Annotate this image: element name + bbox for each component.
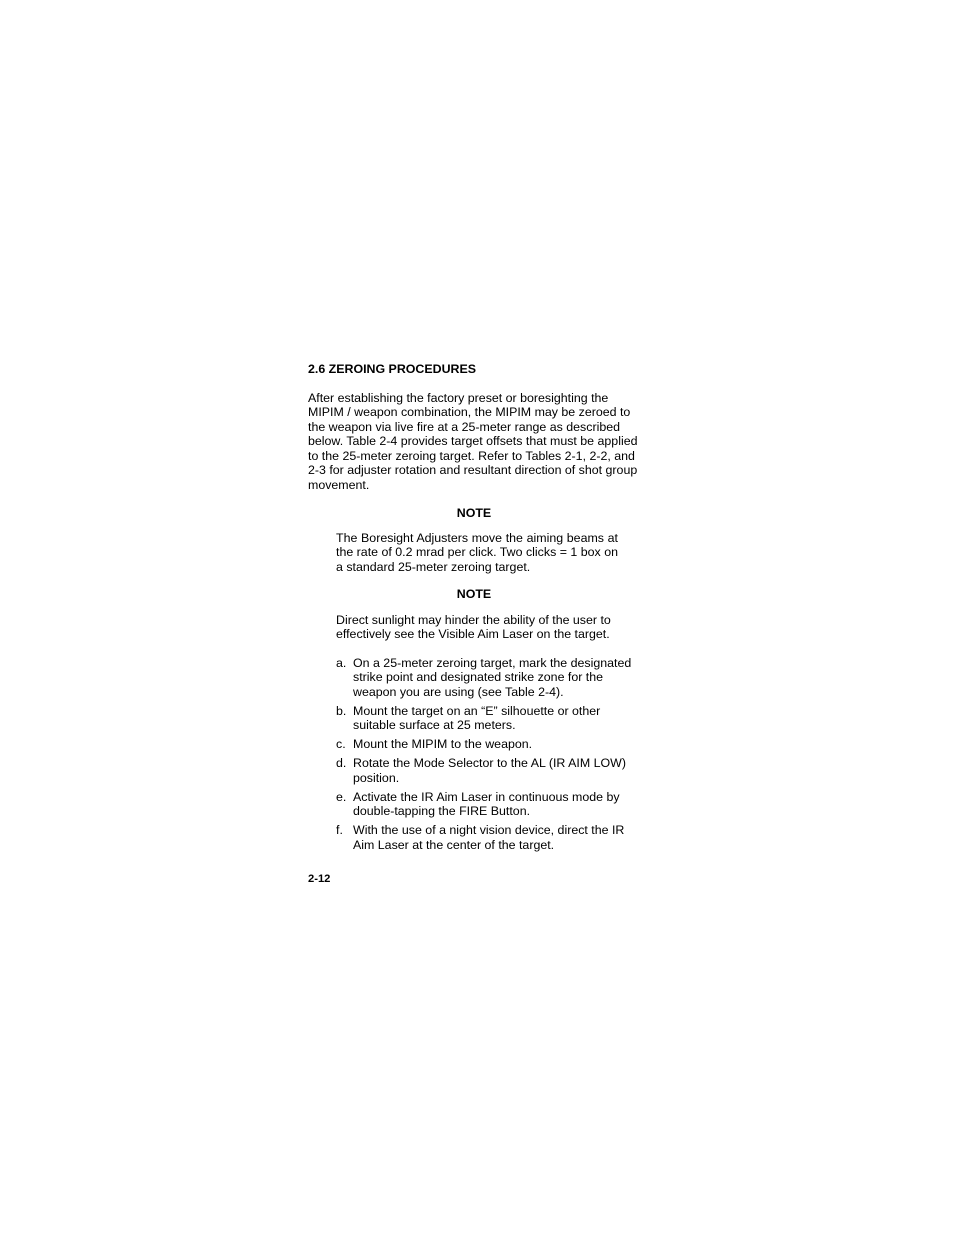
section-heading: 2.6 ZEROING PROCEDURES: [308, 362, 476, 376]
list-item: [336, 737, 640, 752]
list-item: [336, 756, 640, 785]
list-item: [336, 704, 640, 733]
step-text: With the use of a night vision device, direct the IR Aim Laser at the center of the target.: [353, 823, 625, 852]
step-text: Mount the target on an “E” silhouette or other suitable surface at 25 meters.: [353, 703, 601, 732]
step-letter: d.: [336, 756, 347, 770]
intro-paragraph: After establishing the factory preset or boresighting the MIPIM / weapon combination, the MIPIM may be zeroed to the weapon via live fire at a 25-meter range as described below. Table 2-4 provides target offsets that must be applied to the 25-meter zeroing target. Refer to Tables 2-1, 2-2, and 2-3 for adjuster rotation and resultant direction of shot group movement.: [308, 390, 638, 492]
step-letter: a.: [336, 655, 347, 670]
step-letter: b.: [336, 703, 347, 718]
document-body: [308, 362, 640, 857]
step-letter: c.: [336, 737, 346, 751]
step-letter: f.: [336, 823, 343, 837]
step-text: On a 25-meter zeroing target, mark the designated strike point and designated strike zone for the weapon you are using (see Table 2-4).: [353, 655, 632, 699]
list-item: [336, 823, 640, 852]
note-title-sunlight: NOTE: [456, 587, 492, 601]
step-text: Mount the MIPIM to the weapon.: [353, 737, 533, 751]
note-text-sunlight: Direct sunlight may hinder the ability of the user to effectively see the Visible Aim Laser on the target.: [336, 612, 611, 641]
note-title-boresight: NOTE: [456, 506, 492, 520]
list-item: [336, 656, 640, 700]
step-text: Activate the IR Aim Laser in continuous mode by double-tapping the FIRE Button.: [353, 789, 620, 818]
procedure-steps: [308, 656, 640, 853]
list-item: [336, 790, 640, 819]
step-text: Rotate the Mode Selector to the AL (IR AIM LOW) position.: [353, 756, 626, 785]
page-number: 2-12: [308, 873, 331, 885]
note-text-boresight: The Boresight Adjusters move the aiming beams at the rate of 0.2 mrad per click. Two clicks = 1 box on a standard 25-meter zeroing target.: [336, 530, 618, 574]
step-letter: e.: [336, 789, 347, 804]
